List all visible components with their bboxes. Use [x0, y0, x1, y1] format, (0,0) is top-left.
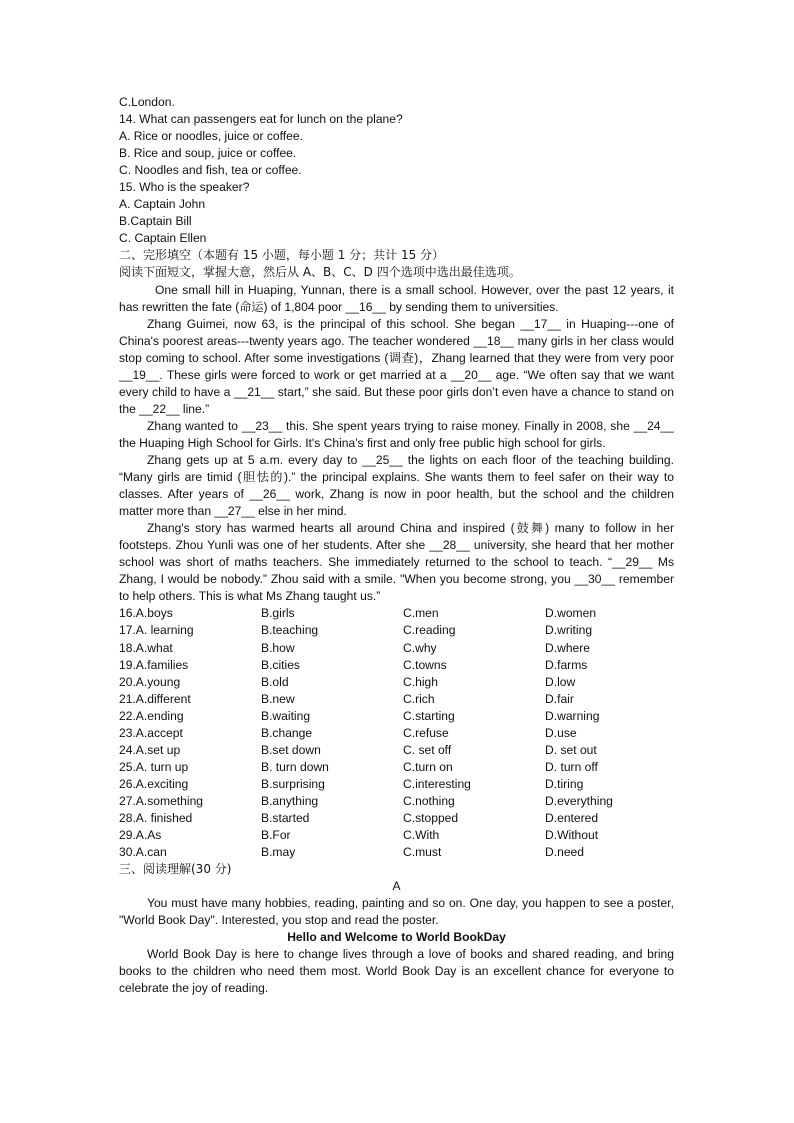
option-b: B.may [261, 845, 296, 860]
options-row [119, 793, 674, 810]
option-c: C.rich [403, 691, 435, 706]
options-row [119, 759, 674, 776]
option-a: 21.A.different [119, 691, 191, 706]
poster-text: World Book Day is here to change lives through a love of books and shared reading, and bring books to the children who need them most. World Book Day is an excellent chance for everyone to celebrate the joy of reading. [119, 947, 674, 996]
options-row [119, 810, 674, 827]
option-c: C. set off [403, 742, 452, 757]
option-a: 24.A.set up [119, 742, 181, 757]
option-b: B.cities [261, 657, 300, 672]
option-a: 22.A.ending [119, 708, 184, 723]
cloze-paragraph: Zhang Guimei, now 63, is the principal of this school. She began __17__ in Huaping---one of China's poorest areas---twenty years ago. The teacher wondered __18__ many girls in her class would stop coming to school. After some investigations (调查)，Zhang learned that they were from very poor __19__. These girls were forced to work or get married at a __20__ age. “We often say that we want every child to have a __21__ start,” she said. But these poor girls don’t even have a chance to stand on the __22__ line.” [119, 316, 674, 416]
option-c: C.why [403, 640, 437, 655]
cloze-paragraph: Zhang wanted to __23__ this. She spent years trying to raise money. Finally in 2008, she __24__ the Huaping High School for Girls. It's China's first and only free public high school for girls. [119, 418, 674, 450]
option-b: B. turn down [261, 759, 329, 774]
option-d: D.fair [545, 691, 574, 706]
option-b: B.set down [261, 742, 321, 757]
options-row [119, 776, 674, 793]
options-row [119, 725, 674, 742]
option-c: C.starting [403, 708, 455, 723]
cloze-paragraph: Zhang gets up at 5 a.m. every day to __25__ the lights on each floor of the teaching building. “Many girls are timid (胆怯的).” the principal explains. She wants them to feel safer on their way to classes. After years of __26__ work, Zhang is now in poor health, but the school and the children matter more than __27__ else in her mind. [119, 452, 674, 519]
option-a: 25.A. turn up [119, 759, 189, 774]
option-c: C.high [403, 674, 438, 689]
option-d: D.women [545, 606, 597, 621]
option-a: 29.A.As [119, 828, 162, 843]
option-a: 20.A.young [119, 674, 181, 689]
answer-option: C.London. [119, 95, 175, 109]
cloze-paragraph: One small hill in Huaping, Yunnan, there is a small school. However, over the past 12 years, it has rewritten the fate (命运) of 1,804 poor __16__ by sending them to universities. [119, 282, 674, 314]
option-d: D.need [545, 845, 584, 860]
option-c: C.nothing [403, 793, 455, 808]
options-row [119, 844, 674, 861]
option-a: 17.A. learning [119, 623, 194, 638]
option-c: C.turn on [403, 759, 453, 774]
option-b: B.teaching [261, 623, 319, 638]
exam-page [119, 94, 674, 997]
answer-option: A. Captain John [119, 197, 206, 212]
option-c: C.refuse [403, 725, 449, 740]
option-c: C.reading [403, 623, 456, 638]
option-a: 30.A.can [119, 845, 167, 860]
option-d: D.entered [545, 810, 599, 825]
reading-intro: You must have many hobbies, reading, painting and so on. One day, you happen to see a poster, "World Book Day". Interested, you stop and read the poster. [119, 896, 674, 928]
options-row [119, 674, 674, 691]
option-b: B.waiting [261, 708, 311, 723]
option-d: D.farms [545, 657, 588, 672]
option-b: B.surprising [261, 776, 325, 791]
option-a: 27.A.something [119, 793, 204, 808]
option-b: B.girls [261, 606, 295, 621]
poster-title: Hello and Welcome to World BookDay [287, 930, 506, 945]
option-a: 16.A.boys [119, 606, 173, 621]
options-row [119, 640, 674, 657]
option-a: 23.A.accept [119, 725, 183, 740]
answer-option: C. Noodles and fish, tea or coffee. [119, 163, 302, 178]
option-d: D.writing [545, 623, 593, 638]
option-d: D.use [545, 725, 577, 740]
option-b: B.For [261, 828, 291, 843]
option-d: D. set out [545, 742, 597, 757]
option-d: D. turn off [545, 759, 598, 774]
options-row [119, 708, 674, 725]
answer-option: C. Captain Ellen [119, 231, 207, 246]
option-c: C.stopped [403, 810, 459, 825]
option-d: D.Without [545, 828, 599, 843]
option-d: D.where [545, 640, 591, 655]
option-c: C.must [403, 845, 442, 860]
option-b: B.change [261, 725, 313, 740]
passage-label: A [392, 879, 401, 894]
answer-option: A. Rice or noodles, juice or coffee. [119, 129, 303, 144]
options-row [119, 605, 674, 622]
option-b: B.old [261, 674, 289, 689]
options-row [119, 691, 674, 708]
options-row [119, 742, 674, 759]
option-d: D.low [545, 674, 576, 689]
cloze-options-table [119, 605, 674, 861]
options-row [119, 657, 674, 674]
option-c: C.interesting [403, 776, 471, 791]
question-14: 14. What can passengers eat for lunch on the plane? [119, 112, 403, 127]
option-b: B.how [261, 640, 295, 655]
question-15: 15. Who is the speaker? [119, 180, 250, 195]
option-a: 28.A. finished [119, 810, 193, 825]
option-a: 19.A.families [119, 657, 189, 672]
option-c: C.towns [403, 657, 447, 672]
cloze-paragraph: Zhang's story has warmed hearts all around China and inspired (鼓舞) many to follow in her footsteps. Zhou Yunli was one of her students. After she __28__ university, she heard that her mother school was short of maths teachers. She immediately returned to the school to teach. “__29__ Ms Zhang, I would be nobody.” Zhou said with a smile. "When you become strong, you __30__ remember to help others. This is what Ms Zhang taught us.” [119, 521, 674, 604]
option-a: 18.A.what [119, 640, 173, 655]
option-b: B.new [261, 691, 295, 706]
answer-option: B. Rice and soup, juice or coffee. [119, 146, 297, 161]
option-d: D.warning [545, 708, 600, 723]
options-row [119, 622, 674, 639]
option-c: C.men [403, 606, 439, 621]
option-a: 26.A.exciting [119, 776, 189, 791]
options-row [119, 827, 674, 844]
answer-option: B.Captain Bill [119, 214, 192, 229]
option-b: B.anything [261, 793, 319, 808]
cloze-section-heading: 二、完形填空（本题有 15 小题，每小题 1 分；共计 15 分） [119, 248, 445, 263]
cloze-instruction: 阅读下面短文，掌握大意，然后从 A、B、C、D 四个选项中选出最佳选项。 [119, 265, 521, 280]
option-d: D.everything [545, 793, 613, 808]
option-c: C.With [403, 828, 440, 843]
option-d: D.tiring [545, 776, 584, 791]
reading-section-heading: 三、阅读理解(30 分) [119, 862, 232, 877]
option-b: B.started [261, 810, 310, 825]
